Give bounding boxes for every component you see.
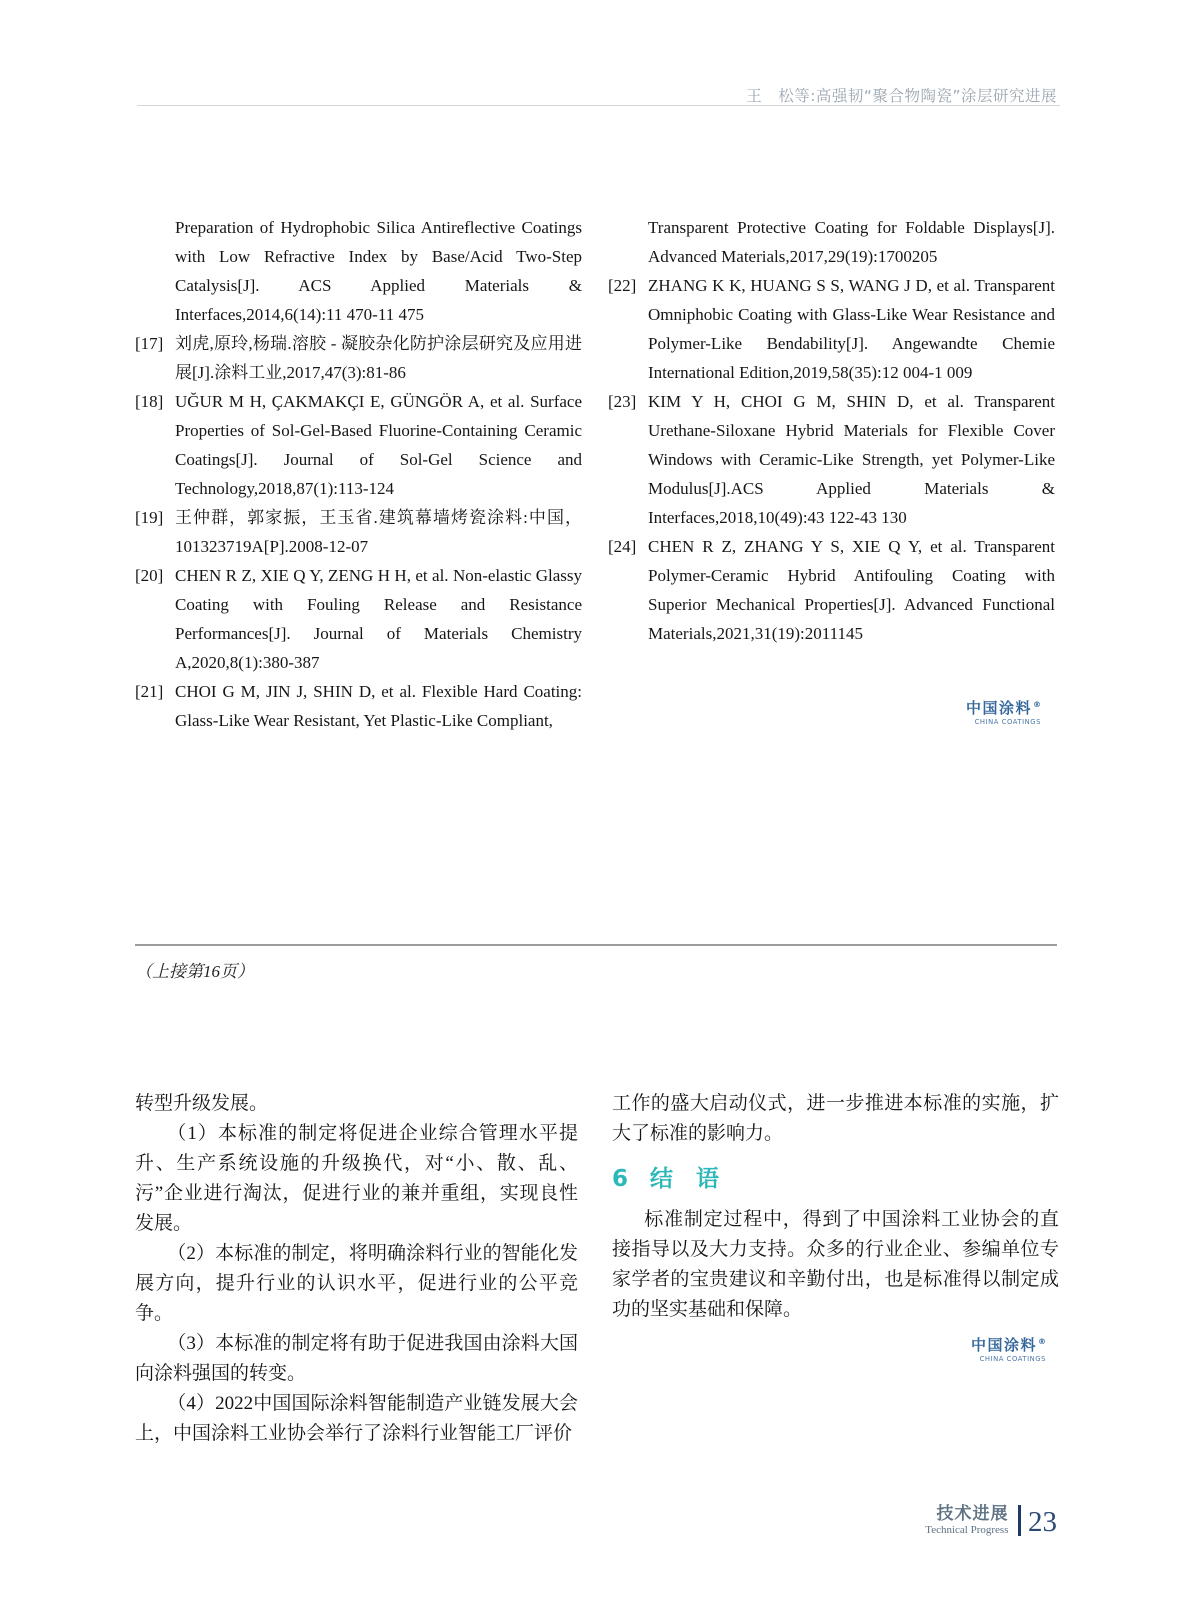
reference-item bbox=[608, 532, 1055, 648]
body-paragraph: （2）本标准的制定，将明确涂料行业的智能化发展方向，提升行业的认识水平，促进行业的公平竞争。 bbox=[135, 1243, 578, 1324]
reference-item bbox=[135, 387, 582, 503]
section-number: 6 bbox=[612, 1166, 629, 1192]
reference-item bbox=[135, 213, 582, 329]
page-footer bbox=[925, 1504, 1057, 1537]
footer-divider-bar bbox=[1018, 1505, 1022, 1536]
body-paragraph: （3）本标准的制定将有助于促进我国由涂料大国向涂料强国的转变。 bbox=[135, 1333, 578, 1384]
reference-text: 王仲群，郭家振，王玉省.建筑幕墙烤瓷涂料:中国，101323719A[P].2008-12-07 bbox=[175, 508, 582, 556]
reference-item bbox=[135, 677, 582, 735]
china-coatings-logo bbox=[971, 1337, 1046, 1363]
page-number: 23 bbox=[1028, 1506, 1057, 1538]
footer-section-name bbox=[925, 1505, 1008, 1537]
reference-number: [17] bbox=[135, 334, 164, 353]
section-heading-conclusion bbox=[612, 1166, 1059, 1194]
reference-text: Transparent Protective Coating for Foldable Displays[J]. Advanced Materials,2017,29(19):1700205 bbox=[648, 218, 1055, 266]
body-paragraph: （1）本标准的制定将促进企业综合管理水平提升、生产系统设施的升级换代，对“小、散、乱、污”企业进行淘汰，促进行业的兼并重组，实现良性发展。 bbox=[135, 1123, 578, 1234]
footer-section-cn: 技术进展 bbox=[936, 1503, 1009, 1524]
reference-item bbox=[608, 387, 1055, 532]
reference-number: [20] bbox=[135, 566, 164, 585]
body-paragraph: （4）2022中国国际涂料智能制造产业链发展大会上，中国涂料工业协会举行了涂料行业智能工厂评价 bbox=[135, 1393, 578, 1444]
logo-en-text: CHINA COATINGS bbox=[974, 717, 1041, 726]
section-divider-rule bbox=[135, 944, 1057, 946]
section-title: 结 语 bbox=[650, 1166, 720, 1192]
reference-text: CHEN R Z, ZHANG Y S, XIE Q Y, et al. Transparent Polymer-Ceramic Hybrid Antifouling Coating with Superior Mechanical Properties[J]. Advanced Functional Materials,2021,31(19):2011145 bbox=[648, 537, 1055, 643]
references-column-left bbox=[135, 213, 582, 735]
reference-text: KIM Y H, CHOI G M, SHIN D, et al. Transparent Urethane-Siloxane Hybrid Materials for Flexible Cover Windows with Ceramic-Like Strength, yet Polymer-Like Modulus[J].ACS Applied Materials & Interfaces,2018,10(49):43 122-43 130 bbox=[648, 392, 1055, 527]
body-paragraph: 转型升级发展。 bbox=[135, 1093, 269, 1114]
reference-text: CHOI G M, JIN J, SHIN D, et al. Flexible Hard Coating: Glass-Like Wear Resistant, Yet Plastic-Like Compliant, bbox=[175, 682, 582, 730]
reference-number: [18] bbox=[135, 392, 164, 411]
china-coatings-logo bbox=[966, 700, 1041, 726]
reference-text: Preparation of Hydrophobic Silica Antireflective Coatings with Low Refractive Index by Base/Acid Two-Step Catalysis[J]. ACS Applied Materials & Interfaces,2014,6(14):11 470-11 475 bbox=[175, 218, 582, 324]
body-paragraph: 工作的盛大启动仪式，进一步推进本标准的实施，扩大了标准的影响力。 bbox=[612, 1093, 1059, 1144]
conclusion-column-left bbox=[135, 1089, 578, 1449]
reference-item bbox=[135, 329, 582, 387]
reference-number: [22] bbox=[608, 276, 637, 295]
reference-item bbox=[135, 561, 582, 677]
reference-item bbox=[608, 213, 1055, 271]
conclusion-column-right bbox=[612, 1089, 1059, 1325]
registered-mark-icon: ® bbox=[1038, 1337, 1046, 1346]
reference-number: [24] bbox=[608, 537, 637, 556]
continuation-note: （上接第16页） bbox=[135, 962, 254, 981]
reference-text: ZHANG K K, HUANG S S, WANG J D, et al. Transparent Omniphobic Coating with Glass-Like Wear Resistance and Polymer-Like Bendability[J]. Angewandte Chemie International Edition,2019,58(35):12 004-1 009 bbox=[648, 276, 1055, 382]
running-head: 王 松等:高强韧“聚合物陶瓷”涂层研究进展 bbox=[746, 87, 1057, 105]
reference-text: 刘虎,原玲,杨瑞.溶胶 - 凝胶杂化防护涂层研究及应用进展[J].涂料工业,2017,47(3):81-86 bbox=[175, 334, 582, 382]
logo-cn-text bbox=[966, 700, 1041, 717]
reference-item bbox=[608, 271, 1055, 387]
reference-number: [19] bbox=[135, 508, 164, 527]
reference-text: CHEN R Z, XIE Q Y, ZENG H H, et al. Non-elastic Glassy Coating with Fouling Release and Resistance Performances[J]. Journal of Materials Chemistry A,2020,8(1):380-387 bbox=[175, 566, 582, 672]
body-paragraph: 标准制定过程中，得到了中国涂料工业协会的直接指导以及大力支持。众多的行业企业、参编单位专家学者的宝贵建议和辛勤付出，也是标准得以制定成功的坚实基础和保障。 bbox=[612, 1208, 1059, 1320]
registered-mark-icon: ® bbox=[1033, 700, 1041, 709]
reference-number: [23] bbox=[608, 392, 637, 411]
header-rule bbox=[137, 105, 1060, 106]
logo-cn-text bbox=[971, 1337, 1046, 1354]
logo-en-text: CHINA COATINGS bbox=[979, 1354, 1046, 1363]
references-column-right bbox=[608, 213, 1055, 648]
logo-cn-label: 中国涂料 bbox=[970, 1336, 1037, 1354]
reference-number: [21] bbox=[135, 682, 164, 701]
logo-cn-label: 中国涂料 bbox=[965, 699, 1032, 717]
reference-text: UĞUR M H, ÇAKMAKÇI E, GÜNGÖR A, et al. Surface Properties of Sol-Gel-Based Fluorine-Containing Ceramic Coatings[J]. Journal of Sol-Gel Science and Technology,2018,87(1):113-124 bbox=[175, 392, 582, 498]
reference-item bbox=[135, 503, 582, 561]
footer-section-en: Technical Progress bbox=[925, 1524, 1009, 1537]
